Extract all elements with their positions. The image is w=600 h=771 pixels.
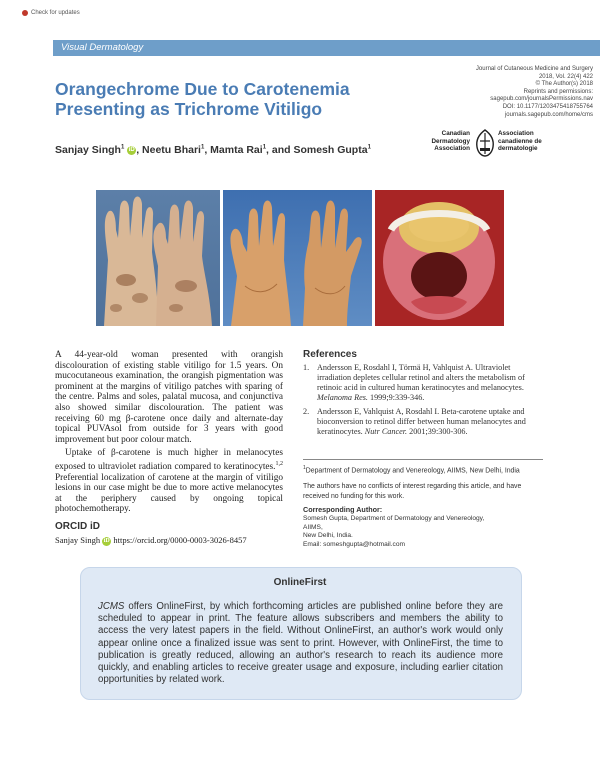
orcid-link[interactable]: https://orcid.org/0000-0003-3026-8457 xyxy=(113,535,247,545)
crossmark-logo[interactable] xyxy=(22,9,82,17)
affiliation: $^1$Department of Dermatology and Venereology, AIIMS, New Delhi, India xyxy=(303,465,520,475)
article-title: Orangechrome Due to Carotenemia Presenting as Trichrome Vitiligo xyxy=(55,79,350,119)
association-name-en: Canadian Dermatology Association xyxy=(431,130,470,152)
author: Sanjay Singh$^1$ iD , xyxy=(55,144,143,156)
corresponding-author-heading: Corresponding Author: xyxy=(303,505,383,514)
body-text xyxy=(55,350,283,518)
clinical-photo-palms xyxy=(223,190,372,326)
crossmark-icon xyxy=(22,10,28,16)
reference-item: 2. Andersson E, Vahlquist A, Rosdahl I. Beta-carotene uptake and bioconversion to retinol differ between human melanocytes and keratinocytes. Nutr Cancer. 2001;39:300-306. xyxy=(303,407,526,436)
author: Somesh Gupta$^1$ xyxy=(293,144,371,156)
reference-item: 1. Andersson E, Rosdahl I, Törmä H, Vahlquist A. Ultraviolet irradiation depletes cellular retinol and alters the metabolism of retinoic acid in cultured human keratinocytes and melanocytes. Melanoma Res. 1999;9:339-346. xyxy=(303,363,525,402)
author: Neetu Bhari$^1$, xyxy=(142,144,211,156)
orcid-icon[interactable]: iD xyxy=(128,146,135,153)
section-bar xyxy=(53,40,600,56)
association-name-fr: Association canadienne de dermatologie xyxy=(498,130,542,152)
clinical-photo-palate xyxy=(375,190,504,326)
clinical-photo-hands-dorsum xyxy=(96,190,220,326)
body-paragraph: Uptake of β-carotene is much higher in melanocytes exposed to ultraviolet radiation compared to keratinocytes.$^{1,2}$ Preferential localization of carotene at the margin of vitiligo lesions in our case might be due to more active melanocytes at the periphery caused by ongoing topical photochemotherapy. xyxy=(55,448,283,515)
meta-permissions-link[interactable]: sagepub.com/journalsPermissions.nav xyxy=(490,96,593,103)
orcid-entry: Sanjay Singh iD https://orcid.org/0000-0003-3026-8457 xyxy=(55,535,247,545)
body-paragraph: A 44-year-old woman presented with orangish discolouration of existing stable vitiligo for 1.5 years. On mucocutaneous examination, the orangish pigmentation was prominent at the margins of vitiligo patches with sparing of the centre. Palms and soles, palatal mucosa, and conjunctiva also showed similar discolouration. The patient was receiving 60 mg β-carotene once daily and alternate-day topical PUVAsol from outside for 3 years with good improvement but poor colour match. xyxy=(55,350,283,445)
meta-copyright: © The Author(s) 2018 xyxy=(535,81,593,88)
meta-reprints: Reprints and permissions: xyxy=(523,88,593,95)
meta-volume: 2018, Vol. 22(4) 422 xyxy=(538,73,593,80)
association-emblem-icon xyxy=(474,129,496,157)
corresponding-author: Somesh Gupta, Department of Dermatology and Venereology, AIIMS, New Delhi, India. Email: someshgupta@hotmail.com xyxy=(303,515,503,549)
meta-homepage-link[interactable]: journals.sagepub.com/home/cms xyxy=(504,111,593,118)
association-logo xyxy=(412,130,592,160)
meta-doi[interactable]: DOI: 10.1177/1203475418755764 xyxy=(502,103,593,110)
journal-meta xyxy=(393,66,593,119)
references-heading: References xyxy=(303,349,357,360)
reference-list xyxy=(303,363,543,441)
meta-journal: Journal of Cutaneous Medicine and Surgery xyxy=(475,66,593,72)
orcid-heading: ORCID iD xyxy=(55,521,100,532)
section-label: Visual Dermatology xyxy=(61,42,144,53)
online-first-text: JCMS offers OnlineFirst, by which forthcoming articles are published online before they are scheduled to appear in print. The feature allows subscribers and members the ability to access the very latest papers in the field. Without OnlineFirst, an author's work would only appear online once a finalized issue was sent to print. However, with OnlineFirst, the time to publication is greatly reduced, allowing an author's research to reach its audience more quickly, and enabling articles to receive greater usage and exposure, including earlier citation opportunities by related work. xyxy=(98,601,503,686)
orcid-icon[interactable]: iD xyxy=(103,537,110,544)
online-first-title: OnlineFirst xyxy=(273,577,327,588)
crossmark-label: Check for updates xyxy=(31,10,80,16)
conflict-statement: The authors have no conflicts of interest regarding this article, and have received no funding for this work. xyxy=(303,483,522,500)
author-list xyxy=(55,144,395,156)
footnote-divider xyxy=(303,459,543,460)
author: Mamta Rai$^1$, and xyxy=(210,144,294,156)
corresponding-email[interactable]: Email: someshgupta@hotmail.com xyxy=(303,540,405,548)
